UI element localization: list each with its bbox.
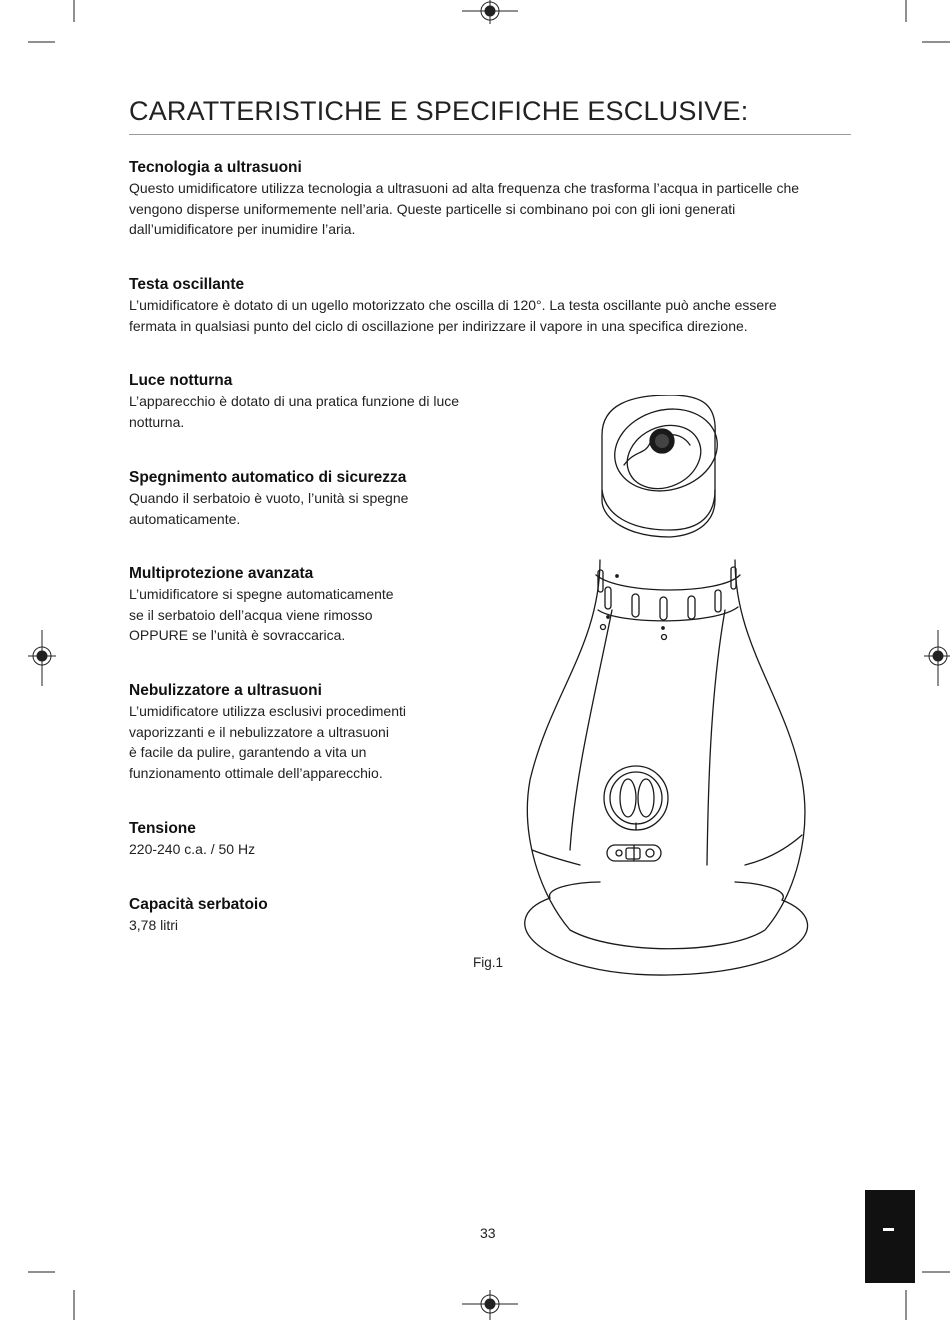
section-heading: Testa oscillante bbox=[129, 276, 245, 293]
registration-target-bottom bbox=[462, 1290, 518, 1320]
section-line: L’umidificatore si spegne automaticamente bbox=[129, 586, 394, 602]
oscillating-head bbox=[602, 395, 715, 537]
section-line: se il serbatoio dell’acqua viene rimosso bbox=[129, 606, 373, 623]
section-heading: Tensione bbox=[129, 820, 196, 837]
section-nebulizzatore bbox=[129, 680, 469, 783]
section-line: 3,78 litri bbox=[129, 917, 179, 933]
ring-notch bbox=[688, 596, 695, 619]
page-number: 33 bbox=[480, 1225, 496, 1241]
section-line: vaporizzanti e il nebulizzatore a ultrasuoni bbox=[129, 723, 389, 740]
section-multiprotezione bbox=[129, 563, 469, 646]
registration-target-top bbox=[462, 0, 518, 24]
section-line: Quando il serbatoio è vuoto, l’unità si spegne bbox=[129, 490, 409, 506]
section-spegnimento-automatico bbox=[129, 467, 469, 529]
section-luce-notturna bbox=[129, 370, 509, 432]
section-line: L’umidificatore è dotato di un ugello motorizzato che oscilla di 120°. La testa oscillante può anche essere bbox=[129, 297, 777, 313]
humidifier-illustration bbox=[520, 395, 815, 980]
section-testa-oscillante bbox=[129, 274, 851, 336]
language-tab-dash bbox=[883, 1228, 894, 1231]
section-tensione bbox=[129, 818, 469, 860]
section-line: automaticamente. bbox=[129, 510, 241, 527]
section-line: è facile da pulire, garantendo a vita un bbox=[129, 744, 367, 761]
section-heading: Spegnimento automatico di sicurezza bbox=[129, 469, 407, 486]
ring-notch bbox=[632, 594, 639, 617]
section-heading: Luce notturna bbox=[129, 372, 233, 389]
section-line: L’umidificatore utilizza esclusivi procedimenti bbox=[129, 703, 407, 719]
ring-notch bbox=[660, 597, 667, 620]
section-tecnologia-ultrasuoni bbox=[129, 157, 851, 240]
section-line: Questo umidificatore utilizza tecnologia a ultrasuoni ad alta frequenza che trasforma l’acqua in particelle che bbox=[129, 180, 800, 196]
section-capacita-serbatoio bbox=[129, 894, 469, 936]
section-line: vengono disperse uniformemente nell’aria. Queste particelle si combinano poi con gli ioni generati bbox=[129, 200, 736, 217]
section-line: dall’umidificatore per inumidire l’aria. bbox=[129, 221, 356, 238]
section-line: 220-240 c.a. / 50 Hz bbox=[129, 841, 256, 857]
language-tab bbox=[865, 1190, 915, 1283]
section-heading: Tecnologia a ultrasuoni bbox=[129, 159, 302, 176]
figure-caption: Fig.1 bbox=[473, 955, 504, 970]
registration-target-left bbox=[28, 630, 56, 686]
section-line: funzionamento ottimale dell’apparecchio. bbox=[129, 764, 383, 781]
registration-target-right bbox=[924, 630, 950, 686]
section-heading: Multiprotezione avanzata bbox=[129, 565, 314, 582]
section-line: OPPURE se l’unità è sovraccarica. bbox=[129, 627, 346, 644]
ring-notch bbox=[605, 587, 611, 609]
page-title: CARATTERISTICHE E SPECIFICHE ESCLUSIVE: bbox=[129, 94, 851, 135]
section-heading: Capacità serbatoio bbox=[129, 896, 268, 913]
section-heading: Nebulizzatore a ultrasuoni bbox=[129, 682, 322, 699]
section-line: fermata in qualsiasi punto del ciclo di oscillazione per indirizzare il vapore in una specifica direzione. bbox=[129, 317, 748, 334]
ring-notch bbox=[715, 590, 721, 612]
base-disc bbox=[525, 898, 808, 975]
section-line: notturna. bbox=[129, 413, 185, 430]
section-line: L’apparecchio è dotato di una pratica funzione di luce bbox=[129, 393, 460, 409]
